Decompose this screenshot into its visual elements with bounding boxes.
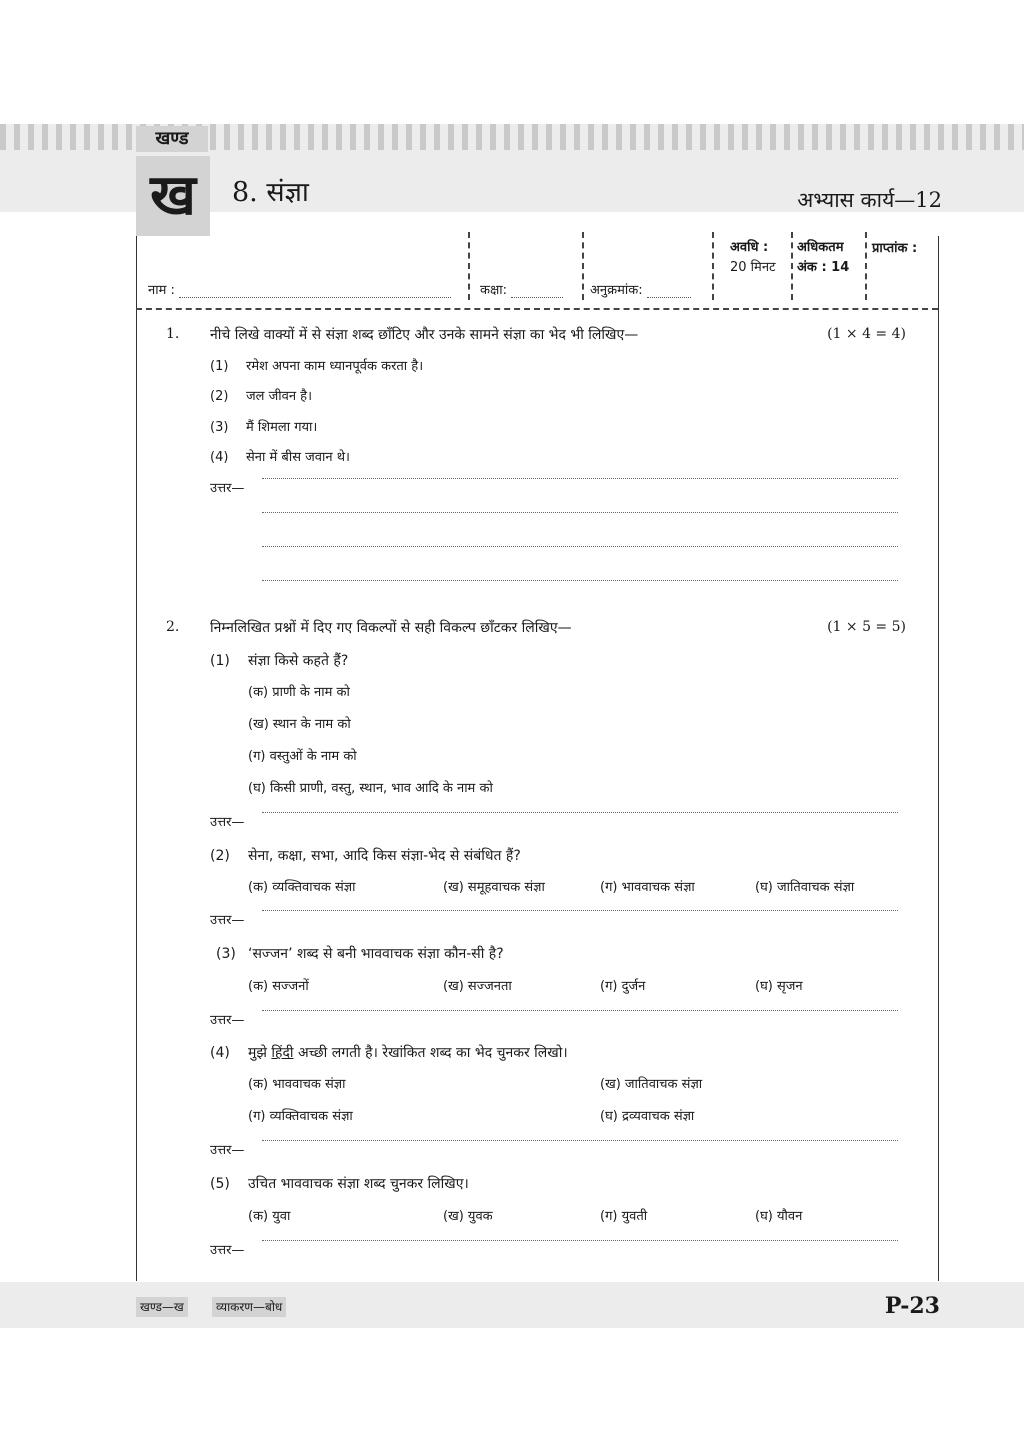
max-value: अंक : 14 — [797, 260, 850, 275]
info-separator — [582, 232, 584, 300]
q1-item: (3) मैं शिमला गया। — [210, 420, 318, 435]
q1-answer-label: उत्तर— — [210, 481, 245, 496]
option[interactable]: (घ) यौवन — [755, 1209, 803, 1224]
answer-line[interactable] — [262, 1240, 898, 1241]
roll-label: अनुक्रमांक: — [590, 283, 643, 298]
option[interactable]: (ग) दुर्जन — [600, 979, 646, 994]
option[interactable]: (ग) वस्तुओं के नाम को — [248, 749, 357, 764]
option[interactable]: (घ) द्रव्यवाचक संज्ञा — [600, 1109, 695, 1124]
q1-item: (2) जल जीवन है। — [210, 389, 313, 404]
q1-text: नीचे लिखे वाक्यों में से संज्ञा शब्द छाँटिए और उनके सामने संज्ञा का भेद भी लिखिए— — [210, 327, 639, 343]
answer-label: उत्तर— — [210, 1243, 245, 1258]
answer-label: उत्तर— — [210, 1143, 245, 1158]
answer-line[interactable] — [262, 546, 898, 547]
option[interactable]: (क) प्राणी के नाम को — [248, 685, 350, 700]
q2-sub4: (4) मुझे हिंदी अच्छी लगती है। रेखांकित शब्द का भेद चुनकर लिखो। — [210, 1045, 568, 1061]
frame-left-border — [136, 236, 137, 1281]
q2-sub1: (1) संज्ञा किसे कहते हैं? — [210, 653, 349, 669]
info-separator — [468, 232, 470, 300]
chapter-title: 8. संज्ञा — [232, 177, 309, 208]
time-box — [730, 238, 776, 278]
frame-right-border — [938, 236, 939, 1281]
class-blank[interactable] — [511, 297, 563, 298]
option[interactable]: (क) व्यक्तिवाचक संज्ञा — [248, 880, 356, 895]
option[interactable]: (ख) युवक — [443, 1209, 493, 1224]
option[interactable]: (घ) किसी प्राणी, वस्तु, स्थान, भाव आदि के नाम को — [248, 781, 493, 796]
answer-line[interactable] — [262, 812, 898, 813]
answer-label: उत्तर— — [210, 1013, 245, 1028]
q1-marks: (1 × 4 = 4) — [827, 326, 906, 342]
q2-sub5: (5) उचित भाववाचक संज्ञा शब्द चुनकर लिखिए। — [210, 1176, 469, 1192]
time-label: अवधि : — [730, 240, 769, 255]
option[interactable]: (ख) समूहवाचक संज्ञा — [443, 880, 545, 895]
q2-marks: (1 × 5 = 5) — [827, 619, 906, 635]
option[interactable]: (ग) युवती — [600, 1209, 648, 1224]
roll-field[interactable] — [590, 280, 691, 298]
roll-blank[interactable] — [647, 297, 691, 298]
option[interactable]: (क) युवा — [248, 1209, 291, 1224]
option[interactable]: (घ) सृजन — [755, 979, 803, 994]
q2-number: 2. — [166, 619, 180, 635]
time-value: 20 मिनट — [730, 260, 776, 275]
class-field[interactable] — [480, 280, 563, 298]
obtained-label: प्राप्तांक : — [872, 241, 918, 256]
footer-section-label: खण्ड—ख — [136, 1297, 188, 1317]
answer-line[interactable] — [262, 478, 898, 479]
name-label: नाम : — [148, 283, 175, 298]
option[interactable]: (ख) स्थान के नाम को — [248, 717, 351, 732]
name-field[interactable] — [148, 280, 451, 298]
info-separator — [712, 232, 714, 300]
answer-line[interactable] — [262, 910, 898, 911]
q1-number: 1. — [166, 326, 180, 342]
q2-sub2: (2) सेना, कक्षा, सभा, आदि किस संज्ञा-भेद से संबंधित हैं? — [210, 848, 521, 864]
section-label: खण्ड — [136, 126, 208, 152]
max-marks-box — [797, 238, 849, 278]
q1-item: (1) रमेश अपना काम ध्यानपूर्वक करता है। — [210, 359, 424, 374]
option[interactable]: (क) भाववाचक संज्ञा — [248, 1077, 346, 1092]
page-number: P-23 — [884, 1293, 940, 1319]
option[interactable]: (ख) सज्जनता — [443, 979, 512, 994]
option[interactable]: (ग) भाववाचक संज्ञा — [600, 880, 695, 895]
option[interactable]: (ग) व्यक्तिवाचक संज्ञा — [248, 1109, 353, 1124]
answer-line[interactable] — [262, 1140, 898, 1141]
option[interactable]: (घ) जातिवाचक संज्ञा — [755, 880, 855, 895]
max-label: अधिकतम — [797, 240, 844, 255]
answer-line[interactable] — [262, 512, 898, 513]
underlined-word: हिंदी — [271, 1045, 294, 1061]
info-separator — [791, 232, 793, 300]
option[interactable]: (ख) जातिवाचक संज्ञा — [600, 1077, 703, 1092]
q2-text: निम्नलिखित प्रश्नों में दिए गए विकल्पों से सही विकल्प छाँटकर लिखिए— — [210, 620, 572, 636]
answer-line[interactable] — [262, 580, 898, 581]
info-separator — [865, 232, 867, 300]
answer-label: उत्तर— — [210, 815, 245, 830]
section-letter: ख — [136, 156, 210, 236]
exercise-title: अभ्यास कार्य—12 — [797, 188, 942, 212]
option[interactable]: (क) सज्जनों — [248, 979, 309, 994]
class-label: कक्षा: — [480, 283, 508, 298]
answer-line[interactable] — [262, 1010, 898, 1011]
header-divider — [136, 308, 938, 310]
footer-book-label: व्याकरण—बोध — [212, 1297, 286, 1317]
answer-label: उत्तर— — [210, 913, 245, 928]
q2-sub3: (3) ‘सज्जन’ शब्द से बनी भाववाचक संज्ञा कौन-सी है? — [216, 946, 504, 962]
q1-item: (4) सेना में बीस जवान थे। — [210, 450, 350, 465]
name-blank[interactable] — [179, 297, 451, 298]
